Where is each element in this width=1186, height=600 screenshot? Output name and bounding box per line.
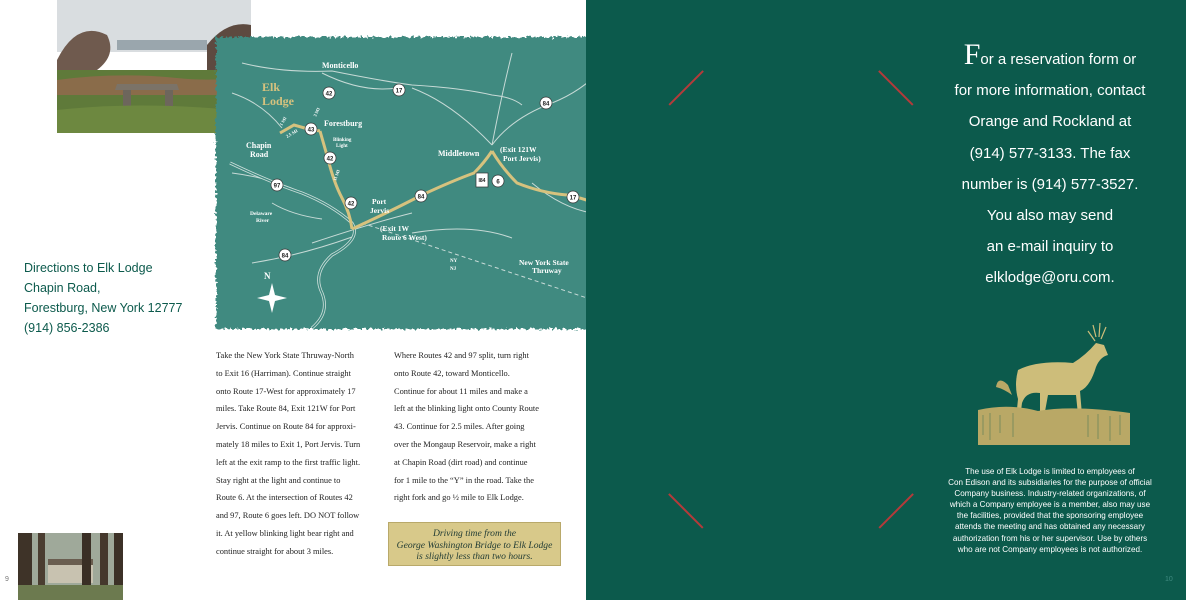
deer-illustration	[978, 315, 1130, 445]
svg-text:Port: Port	[372, 197, 387, 206]
usage-policy: The use of Elk Lodge is limited to employees of Con Edison and its subsidiaries for the purpose of official Company business. Industry-related organizations, of which a Company employee is a member, also may use the facilities, provided that the sponsoring employee attends the meeting and has obtained any necessary authorization from his or her supervisor. Use by others who are not Company employees is not authorized.	[948, 467, 1152, 554]
svg-text:84: 84	[417, 194, 425, 201]
svg-text:17: 17	[569, 195, 577, 202]
svg-text:Middletown: Middletown	[438, 149, 480, 158]
svg-text:Jervis: Jervis	[370, 206, 390, 215]
svg-text:84: 84	[281, 253, 289, 260]
reservation-contact: For a reservation form or for more information, contact Orange and Rockland at (914) 577-3133. The fax number is (914) 577-3527. You also may send an e-mail inquiry to elklodge@oru.com.	[930, 44, 1170, 294]
svg-text:NJ: NJ	[450, 267, 457, 272]
svg-text:42: 42	[325, 91, 333, 98]
svg-text:NY: NY	[450, 259, 458, 264]
directions-column-2: Where Routes 42 and 97 split, turn right onto Route 42, toward Monticello. Continue for about 11 miles and make a left at the blinking light onto County Route 43. Continue for 2.5 miles. After going over the Mongaup Reservoir, make a right at Chapin Road (dirt road) and continue for 1 mile to the “Y” in the road. Take the right fork and go ½ mile to Elk Lodge.	[394, 351, 539, 503]
svg-text:Forestburg: Forestburg	[324, 119, 363, 128]
svg-text:I84: I84	[478, 178, 486, 184]
svg-text:Road: Road	[250, 150, 269, 159]
svg-text:Delaware: Delaware	[250, 211, 273, 217]
email-link[interactable]: elklodge@oru.com.	[985, 269, 1115, 287]
directions-title: Directions to Elk Lodge	[24, 261, 153, 275]
left-page	[0, 0, 586, 600]
svg-text:1 MI: 1 MI	[278, 115, 288, 127]
lodge-trees-photo	[18, 533, 123, 600]
svg-text:Thruway: Thruway	[532, 266, 562, 275]
svg-text:River: River	[256, 218, 270, 224]
svg-text:Chapin: Chapin	[246, 141, 272, 150]
address-line-3: Forestburg, New York 12777	[24, 301, 183, 315]
svg-text:84: 84	[542, 101, 550, 108]
svg-text:2.5 MI: 2.5 MI	[285, 128, 299, 139]
svg-text:11 MI: 11 MI	[332, 168, 341, 182]
svg-text:Monticello: Monticello	[322, 61, 359, 70]
svg-text:42: 42	[326, 156, 334, 163]
drop-cap: F	[963, 38, 981, 71]
svg-text:(Exit 121W: (Exit 121W	[500, 145, 537, 154]
svg-text:Port Jervis): Port Jervis)	[503, 154, 541, 163]
lodge-phone: (914) 856-2386	[24, 321, 110, 335]
svg-text:(Exit 1W: (Exit 1W	[380, 224, 409, 233]
svg-text:6: 6	[496, 179, 500, 186]
svg-text:43: 43	[307, 127, 315, 134]
svg-text:17: 17	[395, 88, 403, 95]
driving-time-callout: Driving time from the George Washington Bridge to Elk Lodge is slightly less than two hours.	[388, 522, 561, 566]
svg-text:Elk: Elk	[262, 80, 281, 94]
svg-text:42: 42	[347, 201, 355, 208]
svg-text:3 MI: 3 MI	[312, 106, 321, 118]
svg-text:New York State: New York State	[519, 258, 569, 267]
lodge-address	[24, 258, 182, 338]
svg-text:Route 6 West): Route 6 West)	[382, 233, 427, 242]
north-label: N	[264, 271, 271, 281]
address-line-2: Chapin Road,	[24, 281, 101, 295]
svg-text:Light: Light	[336, 144, 348, 149]
svg-text:Blinking: Blinking	[333, 138, 352, 143]
svg-text:Lodge: Lodge	[262, 94, 295, 108]
svg-text:97: 97	[273, 183, 281, 190]
directions-column-1: Take the New York State Thruway-North to Exit 16 (Harriman). Continue straight onto Route 17-West for approximately 17 miles. Take Route 84, Exit 121W for Port Jervis. Continue on Route 84 for approxi- mately 18 miles to Exit 1, Port Jervis. Turn left at the exit ramp to the first traffic light. Stay right at the light and continue to Route 6. At the intersection of Routes 42 and 97, Route 6 goes left. DO NOT follow it. At yellow blinking light bear right and continue straight for about 3 miles.	[216, 351, 361, 556]
page-number-right: 10	[1165, 576, 1173, 583]
page-number-left: 9	[5, 576, 9, 583]
